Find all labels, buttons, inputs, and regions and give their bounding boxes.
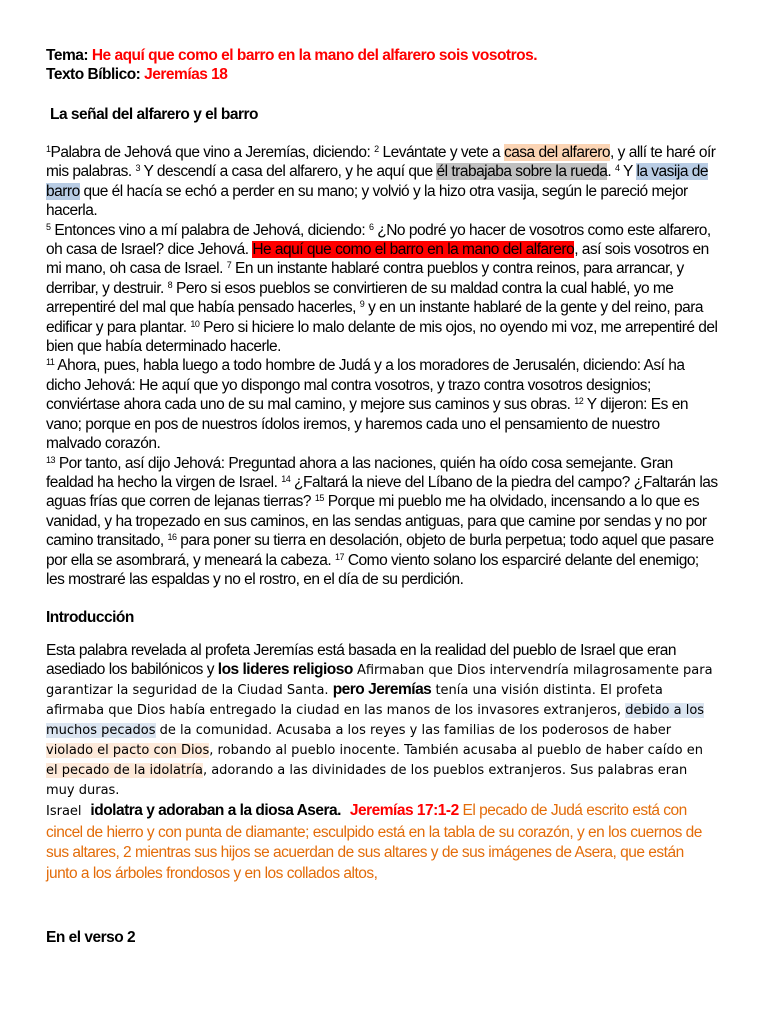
verse-text: Como viento solano los esparciré delante del enemigo; les mostraré las espaldas y no el rostro, en el día de su perdición. bbox=[46, 551, 699, 588]
scripture-paragraph-4 bbox=[46, 454, 718, 590]
verse-number: 12 bbox=[574, 396, 584, 407]
highlight-pecados: debido a los muchos pecados bbox=[46, 703, 705, 738]
verse-number: 9 bbox=[359, 299, 365, 310]
verse-text: , así sois vosotros en mi mano, oh casa de Israel. bbox=[46, 241, 709, 278]
tema-line bbox=[46, 46, 718, 65]
verse-number: 17 bbox=[335, 551, 345, 562]
verse-number: 14 bbox=[281, 473, 291, 484]
intro-bold: los lideres religioso bbox=[217, 661, 353, 678]
verse-number: 2 bbox=[374, 144, 379, 154]
tema-text: He aquí que como el barro en la mano del alfarero sois vosotros. bbox=[91, 47, 538, 64]
scripture-reference: Jeremías 17:1-2 bbox=[349, 802, 459, 819]
verse-number: 3 bbox=[135, 163, 140, 174]
scripture-paragraph-3 bbox=[46, 356, 718, 453]
verse-text: ¿No podré yo hacer de vosotros como este alfarero, oh casa de Israel? dice Jehová. bbox=[46, 221, 711, 259]
highlight-casa-alfarero: casa del alfarero bbox=[503, 144, 611, 161]
israel-paragraph bbox=[46, 801, 718, 884]
intro-bold: pero Jeremías bbox=[332, 681, 432, 698]
verse-text: Y bbox=[619, 163, 637, 181]
verse-number: 8 bbox=[167, 279, 173, 290]
highlight-barro-mano: He aquí que como el barro en la mano del alfarero bbox=[252, 241, 575, 259]
scripture-paragraph-1 bbox=[46, 143, 718, 221]
tema-label: Tema: bbox=[46, 47, 89, 64]
verse-number: 10 bbox=[190, 318, 200, 329]
israel-bold: idolatra y adoraban a la diosa Asera. bbox=[90, 802, 341, 819]
verse-text: Por tanto, así dijo Jehová: Preguntad ahora a las naciones, quién ha oído cosa semejante. Gran fealdad ha hecho la virgen de Israel. bbox=[46, 454, 673, 491]
verse-text: para poner su tierra en desolación, objeto de burla perpetua; todo aquel que pasare por ella se asombrará, y meneará la cabeza. bbox=[46, 532, 714, 569]
verse-number: 15 bbox=[314, 493, 324, 504]
israel-word: Israel bbox=[46, 804, 82, 819]
verse-text: Y dijeron: Es en vano; porque en pos de nuestros ídolos iremos, y haremos cada uno el pensamiento de nuestro malvado corazón. bbox=[46, 396, 688, 453]
texto-label: Texto Bíblico: bbox=[46, 66, 141, 83]
verse-text: Porque mi pueblo me ha olvidado, incensando a lo que es vanidad, y ha tropezado en sus caminos, en las sendas antiguas, para que camine por sendas y no por camino transitado, bbox=[46, 493, 707, 550]
section-title: La señal del alfarero y el barro bbox=[50, 106, 258, 123]
intro-text: Afirmaban que Dios intervendría milagrosamente para garantizar la seguridad de la Ciudad Santa. bbox=[46, 663, 713, 698]
intro-title: Introducción bbox=[46, 609, 134, 626]
verse-text: que él hacía se echó a perder en su mano; y volvió y la hizo otra vasija, según le pareció mejor hacerla. bbox=[46, 182, 688, 220]
intro-text: , robando al pueblo inocente. También acusaba al pueblo de haber caído en bbox=[209, 743, 703, 758]
highlight-vasija: la vasija de barro bbox=[46, 163, 708, 200]
scripture-passage bbox=[46, 143, 718, 589]
verse-text: ¿Faltará la nieve del Líbano de la piedra del campo? ¿Faltarán las aguas frías que corren de lejanas tierras? bbox=[46, 473, 718, 511]
verse-number: 11 bbox=[46, 357, 55, 368]
verse-number: 16 bbox=[167, 532, 177, 543]
verse-number: 1 bbox=[46, 144, 51, 154]
verse-text: Palabra de Jehová que vino a Jeremías, diciendo: bbox=[50, 144, 375, 161]
verse-text: Y descendí a casa del alfarero, y he aquí que bbox=[140, 163, 437, 181]
intro-text: de la comunidad. Acusaba a los reyes y las familias de los poderosos de haber bbox=[155, 723, 672, 738]
verse-text: Pero si hiciere lo malo delante de mis ojos, no oyendo mi voz, me arrepentiré del bien que había determinado hacerle. bbox=[46, 318, 718, 356]
verse-number: 5 bbox=[46, 221, 51, 232]
verse-text: Ahora, pues, habla luego a todo hombre de Judá y a los moradores de Jerusalén, diciendo: Así ha dicho Jehová: He aquí que yo dispongo mal contra vosotros, y trazo contra vosotros designios; conviértase ahora cada uno de su mal camino, y mejore sus caminos y sus obras. bbox=[46, 357, 685, 414]
highlight-rueda: él trabajaba sobre la rueda bbox=[436, 163, 608, 181]
verse-text: Entonces vino a mí palabra de Jehová, diciendo: bbox=[50, 221, 369, 239]
verse-text: y en un instante hablaré de la gente y del reino, para edificar y para plantar. bbox=[46, 299, 704, 336]
verse-text: . bbox=[607, 163, 616, 181]
highlight-pacto: violado el pacto con Dios bbox=[46, 743, 210, 758]
texto-ref: Jeremías 18 bbox=[144, 66, 228, 83]
intro-text: , adorando a las divinidades de los pueblos extranjeros. Sus palabras eran muy duras. bbox=[46, 763, 688, 798]
verse-text: En un instante hablaré contra pueblos y contra reinos, para arrancar, y derribar, y destruir. bbox=[46, 260, 684, 297]
verse-text: Pero si esos pueblos se convirtieren de su maldad contra la cual hablé, yo me arrepentiré del mal que había pensado hacerles, bbox=[46, 279, 674, 317]
verse-number: 4 bbox=[615, 163, 620, 174]
scripture-paragraph-2 bbox=[46, 221, 718, 357]
verse-number: 13 bbox=[46, 454, 56, 465]
intro-text: tenía una visión distinta. El profeta afirmaba que Dios había entregado la ciudad en las manos de los invasores extranjeros, bbox=[46, 683, 663, 718]
verse-number: 7 bbox=[226, 260, 232, 271]
texto-line bbox=[46, 65, 718, 84]
israel-quote: El pecado de Judá escrito está con cincel de hierro y con punta de diamante; esculpido está en la tabla de su corazón, y en los cuernos de sus altares, 2 mientras sus hijos se acuerdan de sus altares y de sus imágenes de Asera, que están junto a los árboles frondosos y en los collados altos, bbox=[46, 802, 702, 882]
header bbox=[46, 46, 718, 84]
verso-title: En el verso 2 bbox=[46, 929, 136, 946]
verse-number: 6 bbox=[368, 221, 374, 232]
highlight-idolatria: el pecado de la idolatría bbox=[46, 763, 203, 778]
intro-text: Esta palabra revelada al profeta Jeremías está basada en la realidad del pueblo de Israel que eran asediado los babilónicos y bbox=[46, 642, 677, 678]
intro-paragraph bbox=[46, 641, 718, 800]
verse-text: , y allí te haré oír mis palabras. bbox=[46, 144, 716, 181]
verse-text: Levántate y vete a bbox=[378, 144, 504, 161]
